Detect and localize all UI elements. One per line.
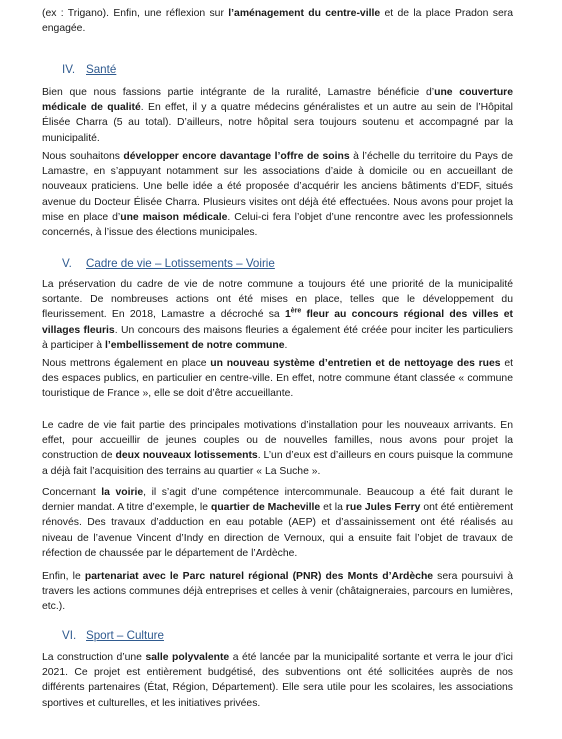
section-title: Cadre de vie – Lotissements – Voirie: [86, 257, 275, 270]
section-heading-cadre-de-vie: [62, 256, 275, 271]
text: fleur au concours régional des villes et villages fleuris: [42, 309, 513, 336]
text: a été lancée par la municipalité sortante et verra le jour d’ici 2021. Ce projet est entièrement budgétisé, des subventions ont été sollicitées auprès de nos différents partenaires (État, Région, Département). Elle sera utile pour les scolaires, les associations sportives et culturelles, et les initiatives privées.: [42, 652, 513, 709]
text: Nous souhaitons: [42, 151, 124, 162]
bold-text: développer encore davantage l’offre de soins: [123, 151, 350, 162]
section-heading-sante: [62, 62, 116, 77]
section-number: V.: [62, 257, 72, 270]
text: et la: [320, 502, 346, 514]
intro-text-1: (ex : Trigano). Enfin, une réflexion sur: [42, 8, 229, 19]
text: . En effet, il y a quatre médecins généralistes et un autre au sein de l’Hôpital Élisée Charra (5 au total). D’ailleurs, notre hôpital sera toujours soutenu et accompagné par la municipalité.: [42, 102, 513, 144]
bold-text: partenariat avec le Parc naturel régional (PNR) des Monts d’Ardèche: [84, 571, 434, 582]
bold-text: l’embellissement de notre commune: [104, 339, 285, 351]
text: ont été entièrement rénovés. Des travaux d’adduction en eau potable (AEP) et d’assainissement ont été réalisés au niveau de l’avenue Vincent d’Indy en direction de Vernoux, qui a ensuite fait l’objet de travaux de réfection de chaussée par le département de l’Ardèche.: [42, 502, 513, 559]
cadre-paragraph-2: [42, 356, 513, 402]
bold-text: un nouveau système d’entretien et de nettoyage des rues: [210, 358, 501, 369]
cadre-paragraph-1: [42, 277, 513, 353]
intro-text-2: et de la place Pradon sera engagée.: [42, 8, 513, 35]
text: , il s’agit d’une compétence intercommunale. Beaucoup a été fait durant le dernier mandat. A titre d’exemple, le: [42, 487, 513, 514]
superscript: ère: [290, 307, 302, 315]
sport-paragraph-1: [42, 650, 513, 711]
text: La préservation du cadre de vie de notre commune a toujours été une priorité de la municipalité sortante. De nombreuses actions ont été mises en place, telles que le développement du fleurissement. En 2018, Lamastre a décroché sa: [42, 279, 513, 321]
text: à l’échelle du territoire du Pays de Lamastre, en s’appuyant notamment sur les associations d’aide à domicile ou en accueillant de nouveaux praticiens. Une belle idée a été proposée d’acquérir les anciens bâtiments d’EDF, situés avenue du Docteur Élisée Charra. Plusieurs visites ont déjà été effectuées. Nous avons pour projet la mise en place d’: [42, 151, 513, 223]
text: 1: [284, 309, 291, 321]
bold-text: rue Jules Ferry: [345, 502, 421, 514]
text: .: [284, 339, 288, 351]
sante-paragraph-2: [42, 149, 513, 240]
text: . Celui-ci fera l’objet d’une rencontre avec les professionnels concernés, à l’issue des élections municipales.: [42, 211, 513, 239]
sante-paragraph-1: [42, 85, 513, 146]
text: Enfin, le: [42, 571, 85, 582]
text: Nous mettrons également en place: [42, 358, 211, 369]
bold-text: une maison médicale: [120, 211, 228, 223]
text: La construction d’une: [42, 652, 146, 663]
cadre-paragraph-4: [42, 485, 513, 561]
text: Bien que nous fassions partie intégrante de la ruralité, Lamastre bénéficie d’: [42, 87, 435, 98]
section-heading-sport-culture: [62, 628, 164, 643]
bold-text: salle polyvalente: [145, 652, 230, 663]
bold-text: une couverture médicale de qualité: [42, 87, 513, 114]
cadre-paragraph-5: [42, 569, 513, 615]
section-number: IV.: [62, 63, 76, 76]
bold-text: quartier de Macheville: [210, 502, 321, 514]
intro-bold-1: l’aménagement du centre-ville: [228, 8, 381, 19]
section-title: Sport – Culture: [86, 629, 164, 642]
intro-paragraph: [42, 6, 513, 36]
text: sera poursuivi à travers les actions communes déjà entreprises et celles à venir (châtaigneraies, parcours en lumières, etc.).: [42, 571, 513, 613]
bold-text: deux nouveaux lotissements: [115, 450, 258, 462]
text: . L’un d’eux est d’ailleurs en cours puisque la commune a déjà fait l’acquisition des terrains au quartier « La Suche ».: [42, 450, 513, 477]
text: et des espaces publics, en particulier en centre-ville. En effet, notre commune étant classée « commune touristique de France », elle se doit d’être accueillante.: [42, 358, 513, 400]
text: Le cadre de vie fait partie des principales motivations d’installation pour les nouveaux arrivants. En effet, pour accueillir de jeunes couples ou de nouvelles familles, nous avons pour projet la construction de: [42, 420, 513, 462]
section-title: Santé: [86, 63, 117, 76]
text: . Un concours des maisons fleuries a également été créée pour inciter les particuliers à participer à: [42, 324, 513, 351]
cadre-paragraph-3: [42, 418, 513, 479]
section-number: VI.: [62, 629, 77, 642]
bold-text: la voirie: [101, 487, 144, 498]
text: Concernant: [42, 487, 102, 498]
